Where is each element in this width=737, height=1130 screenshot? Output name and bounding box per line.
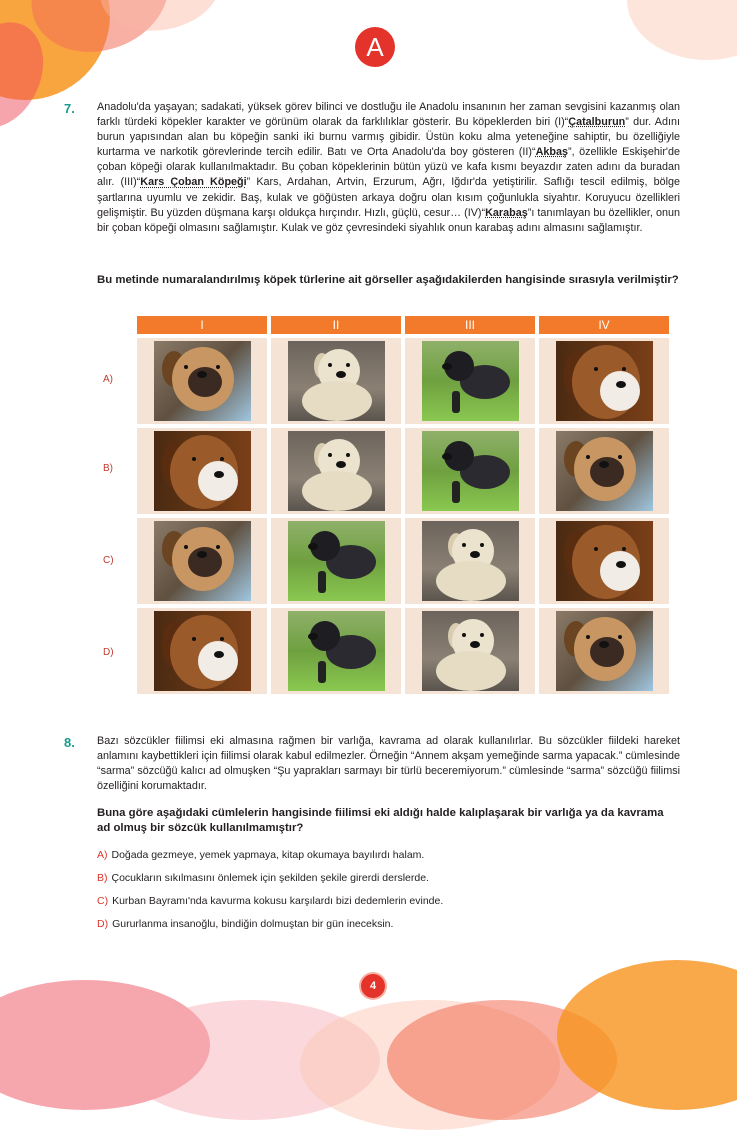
grid-cell [539, 338, 669, 424]
answer-grid [133, 312, 673, 698]
option-letter: C) [97, 895, 109, 907]
question-8-number: 8. [64, 735, 75, 750]
dog-photo [556, 341, 653, 421]
question-7-number: 7. [64, 101, 75, 116]
option-letter: B) [97, 872, 108, 884]
option-label-b[interactable]: B) [103, 463, 113, 474]
dog-photo [288, 611, 385, 691]
grid-row [137, 608, 669, 694]
option-label-d[interactable]: D) [103, 647, 114, 658]
q7-seg-5: ”ı tanımlayan bu özellikler, onun bir çoban köpeği olmasını sağlamıştır. Kulak ve göz çevresindeki siyahlık onun karabaş adını almasını sağlamıştır. [97, 206, 681, 234]
dog-photo [288, 431, 385, 511]
grid-cell [539, 428, 669, 514]
dog-photo [288, 521, 385, 601]
option-label-a[interactable]: A) [103, 374, 113, 385]
grid-row [137, 338, 669, 424]
column-header: II [271, 316, 401, 334]
dog-photo [422, 521, 519, 601]
column-header: I [137, 316, 267, 334]
grid-cell [405, 428, 535, 514]
dog-photo [556, 521, 653, 601]
grid-cell [137, 518, 267, 604]
grid-header-row [137, 316, 669, 334]
question-8-text: Bazı sözcükler fiilimsi eki almasına rağmen bir varlığa, kavrama ad olarak kullanılırlar. Bu sözcükler fiildeki hareket anlamını kaybettikleri için fiilimsi olarak kabul edilmezler. Örneğin “Annem akşam yemeğinde sarma yapacak.” cümlesinde “sarma” sözcüğü kalıcı ad olmuşken “Şu yaprakları sarmayı bir türlü beceremiyorum.” cümlesinde “sarma” sözcüğü fiilimsi özelliğini korumaktadır. [97, 735, 680, 793]
grid-cell [271, 518, 401, 604]
option-text: Gururlanma insanoğlu, bindiğin dolmuştan bir gün ineceksin. [112, 918, 394, 930]
dog-photo [422, 431, 519, 511]
grid-cell [539, 518, 669, 604]
option-letter: D) [97, 918, 109, 930]
option-label-c[interactable]: C) [103, 555, 114, 566]
dog-photo [154, 521, 251, 601]
option-text: Doğada gezmeye, yemek yapmaya, kitap okumaya bayılırdı halam. [111, 849, 425, 861]
grid-row [137, 518, 669, 604]
q7-line-2: kazanmış olan farklı türdeki köpekler karakter ve görünüm olarak da farklılıklar gösterir. Bu köpeklerden biri [97, 101, 681, 129]
decor-petal [627, 0, 737, 60]
dog-photo [154, 611, 251, 691]
answer-option-b[interactable] [97, 872, 429, 884]
grid-cell [137, 428, 267, 514]
grid-cell [405, 518, 535, 604]
grid-cell [271, 338, 401, 424]
answer-option-a[interactable] [97, 849, 424, 861]
column-header: III [405, 316, 535, 334]
grid-cell [271, 608, 401, 694]
dog-name-catalburun: Çatalburun [568, 116, 626, 129]
grid-cell [539, 608, 669, 694]
q7-seg-4: ” Kars, Ardahan, Artvin, Erzurum, Ağrı, Iğdır'da yetiştirilir. Saflığı tescil edilmiş, bölge şartlarına uyumlu ve zekidir. Baş, kulak ve göğüsten arkaya doğru olan kısım çoğunlukla siyahtır. Koruyucu özellikleri gelişmiştir. Bu yüzden düşmana karşı oldukça hırçındır. Hızlı, güçlü, cesur… (IV)“ [97, 176, 680, 219]
page-number: 4 [361, 974, 385, 998]
answer-option-c[interactable] [97, 895, 443, 907]
dog-photo [556, 431, 653, 511]
dog-photo [154, 341, 251, 421]
dog-photo [288, 341, 385, 421]
dog-photo [556, 611, 653, 691]
q7-line-1: Anadolu'da yaşayan; sadakati, yüksek görev bilinci ve dostluğu ile Anadolu insanının her zaman sevgisini [97, 101, 607, 113]
q7-seg-2: ” dur. Adını burun yapısından alan bu köpeğin sanki iki burnu varmış gibidir. Üstün koku alma yeteneğine sahiptir, bu özelliğiyle kurtarma ve narkotik görevlerinde tercih edilir. Batı ve Orta Anadolu'da boy gösteren (II)“ [97, 116, 681, 159]
grid-cell [271, 428, 401, 514]
column-header: IV [539, 316, 669, 334]
grid-cell [405, 608, 535, 694]
dog-name-akbas: Akbaş [535, 146, 568, 159]
dog-photo [422, 341, 519, 421]
question-7-text [97, 100, 680, 236]
option-text: Çocukların sıkılmasını önlemek için şekilden şekile girerdi derslerde. [111, 872, 429, 884]
question-8-stem: Buna göre aşağıdaki cümlelerin hangisinde fiilimsi eki aldığı halde kalıplaşarak bir varlığa ya da kavrama ad olmuş bir sözcük kullanılmamıştır? [97, 807, 664, 834]
grid-row [137, 428, 669, 514]
q7-seg-3: ”, özellikle Eskişehir'de çoban köpeği olarak kullanılmaktadır. Bu çoban köpeklerinin bütün yüzü ve kafa kısmı beyazdır zaten adını da buradan alır. (III)“ [97, 146, 680, 189]
dog-name-karabas: Karabaş [485, 206, 528, 219]
q7-seg-1: (I)“ [554, 116, 569, 129]
grid-cell [405, 338, 535, 424]
option-letter: A) [97, 849, 108, 861]
dog-photo [154, 431, 251, 511]
dog-photo [422, 611, 519, 691]
answer-option-d[interactable] [97, 918, 393, 930]
section-badge: A [355, 27, 395, 67]
option-text: Kurban Bayramı'nda kavurma kokusu karşılardı bizi dedemlerin evinde. [112, 895, 444, 907]
grid-cell [137, 608, 267, 694]
question-7-stem: Bu metinde numaralandırılmış köpek türlerine ait görseller aşağıdakilerden hangisinde sırasıyla verilmiştir? [97, 274, 679, 286]
dog-name-kars: Kars Çoban Köpeği [140, 176, 247, 189]
grid-cell [137, 338, 267, 424]
